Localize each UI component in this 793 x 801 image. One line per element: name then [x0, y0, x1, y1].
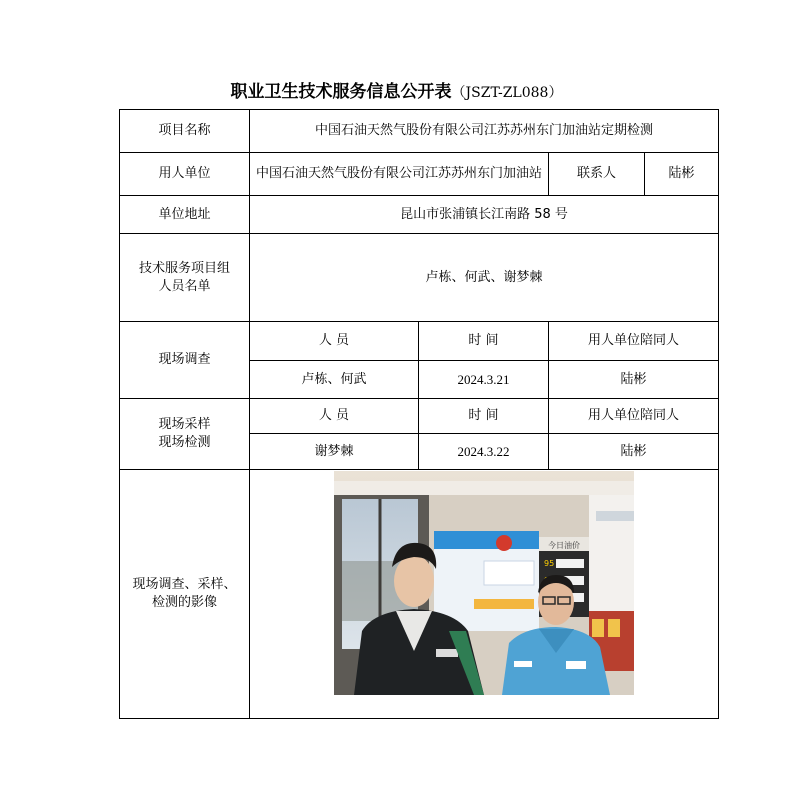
survey-time: 2024.3.21: [419, 361, 549, 399]
row-photo: [120, 470, 719, 719]
sampling-time: 2024.3.22: [419, 434, 549, 470]
row-sampling-header: [120, 399, 719, 434]
survey-label: 现场调查: [120, 322, 250, 399]
sampling-time-header: 时 间: [419, 399, 549, 434]
title-main: 职业卫生技术服务信息公开表: [230, 82, 452, 102]
document-title: [0, 77, 793, 102]
photo-label: 现场调查、采样、检测的影像: [120, 470, 250, 719]
sampling-person-header: 人 员: [250, 399, 419, 434]
team-label: 技术服务项目组人员名单: [120, 234, 250, 322]
info-table: [119, 109, 719, 719]
survey-person-header: 人 员: [250, 322, 419, 361]
employer-value: 中国石油天然气股份有限公司江苏苏州东门加油站: [250, 153, 549, 196]
address-value: 昆山市张浦镇长江南路 58 号: [250, 196, 719, 234]
site-photo: [334, 471, 634, 695]
contact-cell: [549, 153, 719, 196]
row-employer: [120, 153, 719, 196]
sampling-person: 谢梦棘: [250, 434, 419, 470]
price-95: 95: [544, 559, 555, 568]
project-label: 项目名称: [120, 110, 250, 153]
survey-companion-header: 用人单位陪同人: [549, 322, 719, 361]
sampling-label: 现场采样 现场检测: [120, 399, 250, 470]
row-team: [120, 234, 719, 322]
photo-cell: [250, 470, 719, 719]
sampling-companion-header: 用人单位陪同人: [549, 399, 719, 434]
sampling-companion: 陆彬: [549, 434, 719, 470]
row-project: [120, 110, 719, 153]
survey-person: 卢栋、何武: [250, 361, 419, 399]
title-code: （JSZT-ZL088）: [451, 85, 563, 101]
contact-label: 联系人: [549, 153, 645, 195]
employer-label: 用人单位: [120, 153, 250, 196]
survey-time-header: 时 间: [419, 322, 549, 361]
address-label: 单位地址: [120, 196, 250, 234]
row-survey-header: [120, 322, 719, 361]
project-value: 中国石油天然气股份有限公司江苏苏州东门加油站定期检测: [250, 110, 719, 153]
team-value: 卢栋、何武、谢梦棘: [250, 234, 719, 322]
price-sign-title: 今日油价: [548, 541, 580, 550]
contact-value: 陆彬: [668, 166, 695, 181]
row-address: [120, 196, 719, 234]
survey-companion: 陆彬: [549, 361, 719, 399]
